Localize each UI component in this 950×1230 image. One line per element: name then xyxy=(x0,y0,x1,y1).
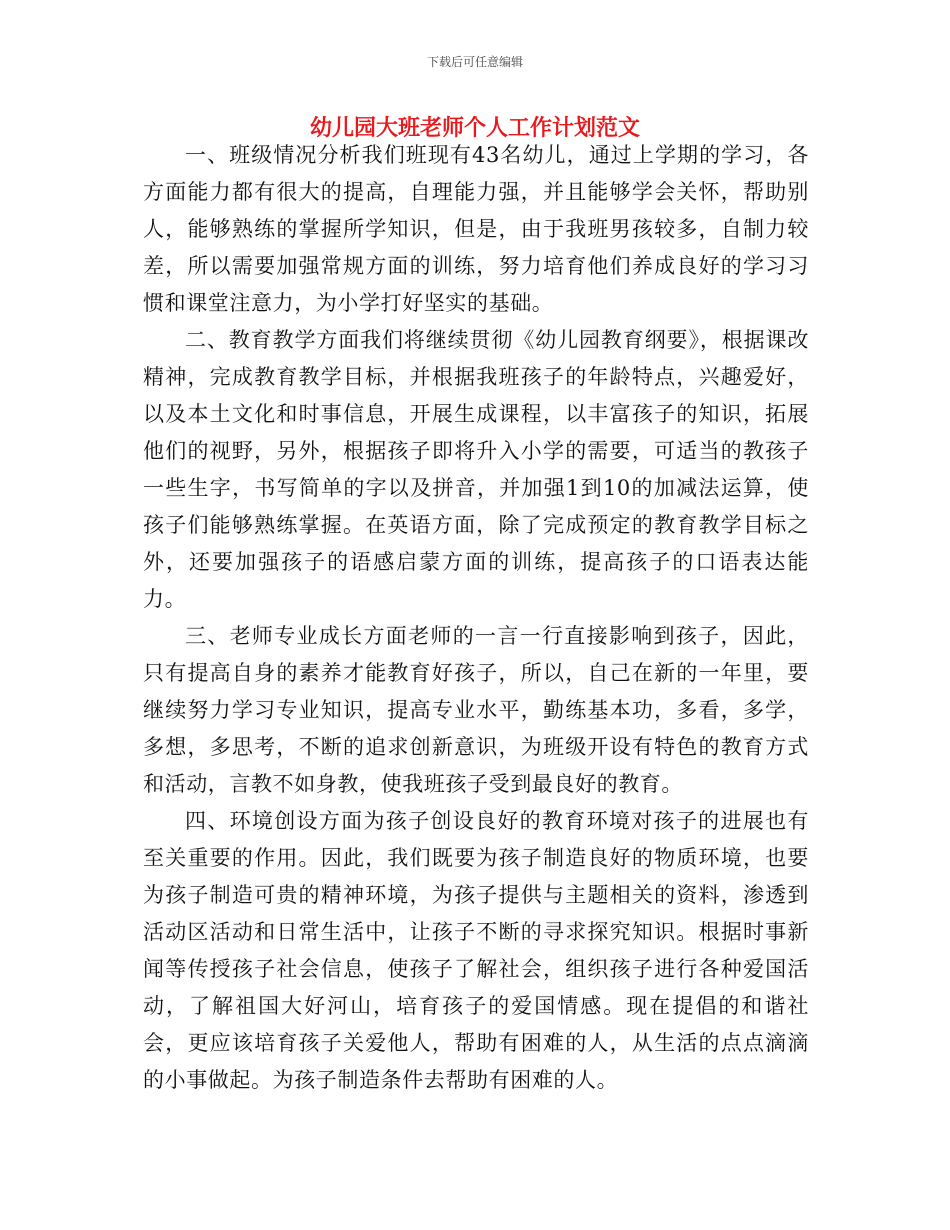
document-body xyxy=(143,137,809,1099)
paragraph-education-teaching: 二、教育教学方面我们将继续贯彻《幼儿园教育纲要》，根据课改精神，完成教育教学目标，并根据我班孩子的年龄特点，兴趣爱好，以及本土文化和时事信息，开展生成课程，以丰富孩子的知识，拓展他们的视野，另外，根据孩子即将升入小学的需要，可适当的教孩子一些生字，书写简单的字以及拼音，并加强1到10的加减法运算，使孩子们能够熟练掌握。在英语方面，除了完成预定的教育教学目标之外，还要加强孩子的语感启蒙方面的训练，提高孩子的口语表达能力。 xyxy=(143,328,809,611)
paragraph-class-situation: 一、班级情况分析我们班现有43名幼儿，通过上学期的学习，各方面能力都有很大的提高，自理能力强，并且能够学会关怀，帮助别人，能够熟练的掌握所学知识，但是，由于我班男孩较多，自制力较差，所以需要加强常规方面的训练，努力培育他们养成良好的学习习惯和课堂注意力，为小学打好坚实的基础。 xyxy=(143,143,809,315)
header-note: 下载后可任意编辑 xyxy=(426,55,523,69)
paragraph-environment: 四、环境创设方面为孩子创设良好的教育环境对孩子的进展也有至关重要的作用。因此，我们既要为孩子制造良好的物质环境，也要为孩子制造可贵的精神环境，为孩子提供与主题相关的资料，渗透到活动区活动和日常生活中，让孩子不断的寻求探究知识。根据时事新闻等传授孩子社会信息，使孩子了解社会，组织孩子进行各种爱国活动，了解祖国大好河山，培育孩子的爱国情感。现在提倡的和谐社会，更应该培育孩子关爱他人，帮助有困难的人，从生活的点点滴滴的小事做起。为孩子制造条件去帮助有困难的人。 xyxy=(143,809,809,1092)
document-title: 幼儿园大班老师个人工作计划范文 xyxy=(309,115,640,141)
paragraph-teacher-growth: 三、老师专业成长方面老师的一言一行直接影响到孩子，因此，只有提高自身的素养才能教育好孩子，所以，自己在新的一年里，要继续努力学习专业知识，提高专业水平，勤练基本功，多看，多学，多想，多思考，不断的追求创新意识，为班级开设有特色的教育方式和活动，言教不如身教，使我班孩子受到最良好的教育。 xyxy=(143,624,809,796)
